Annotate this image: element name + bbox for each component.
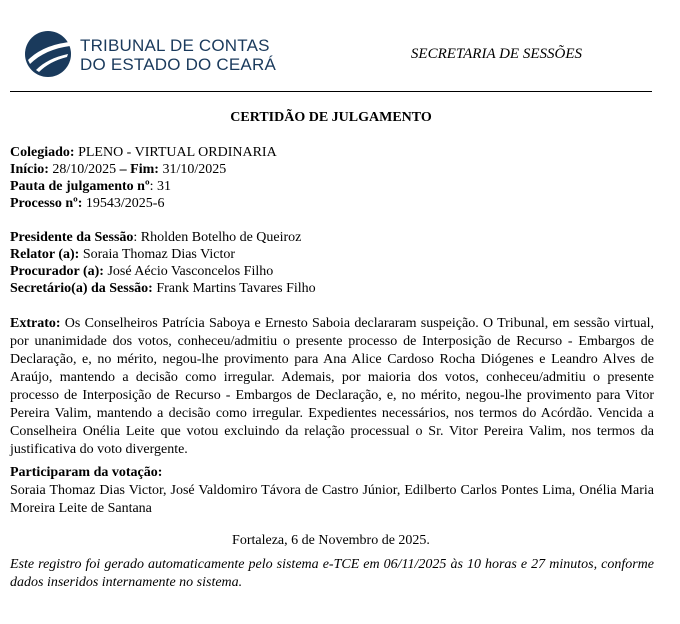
colegiado-line <box>10 144 655 161</box>
tce-logo-icon <box>24 30 72 78</box>
org-name-line1: TRIBUNAL DE CONTAS <box>80 36 270 55</box>
processo-label: Processo nº: <box>10 196 83 211</box>
procurador-line <box>10 263 655 280</box>
document-header <box>10 22 652 90</box>
extrato-text: Os Conselheiros Patrícia Saboya e Ernesto Saboia declararam suspeição. O Tribunal, em sessão virtual, por unanimidade dos votos, conheceu/admitiu o presente processo de Interposição de Recurso - Embargos de Declaração, e, no mérito, negou-lhe provimento para Ana Alice Cardoso Rocha Diógenes e Leandro Alves de Araújo, mantendo a decisão como irregular. Ademais, por maioria dos votos, conheceu/admitiu o presente processo de Interposição de Recurso - Embargos de Declaração, e, no mérito, negou-lhe provimento para Vitor Pereira Valim, mantendo a decisão como irregular. Expedientes necessários, nos termos do Acórdão. Vencida a Conselheira Onélia Leite que votou excluindo da relação processual o Sr. Vitor Pereira Valim, nos termos da justificativa do voto divergente. <box>10 316 654 457</box>
colegiado-value: PLENO - VIRTUAL ORDINARIA <box>74 145 277 160</box>
participants-names: Soraia Thomaz Dias Victor, José Valdomiro Távora de Castro Júnior, Edilberto Carlos Pontes Lima, Onélia Maria Moreira Leite de Santana <box>10 483 654 516</box>
participants-section <box>10 464 654 518</box>
secretario-value: Frank Martins Tavares Filho <box>152 281 316 296</box>
inicio-value: 28/10/2025 <box>48 162 120 177</box>
inicio-label: Início: <box>10 162 49 177</box>
department-name: SECRETARIA DE SESSÕES <box>410 46 582 62</box>
presidente-value: : Rholden Botelho de Queiroz <box>133 230 302 245</box>
relator-line <box>10 246 655 263</box>
secretario-line <box>10 280 655 297</box>
relator-label: Relator (a): <box>10 247 80 262</box>
system-note: Este registro foi gerado automaticamente pelo sistema e-TCE em 06/11/2025 às 10 horas e 27 minutos, conforme dados inseridos internamente no sistema. <box>10 557 654 590</box>
header-divider <box>10 91 652 92</box>
extrato-paragraph <box>10 315 654 459</box>
process-info <box>10 144 655 212</box>
fim-label: – Fim: <box>119 162 159 177</box>
session-info <box>10 229 655 297</box>
secretario-label: Secretário(a) da Sessão: <box>10 281 153 296</box>
org-name-line2: DO ESTADO DO CEARÁ <box>80 55 276 74</box>
relator-value: Soraia Thomaz Dias Victor <box>79 247 236 262</box>
date-line: Fortaleza, 6 de Novembro de 2025. <box>232 533 430 548</box>
document-title: CERTIDÃO DE JULGAMENTO <box>230 110 432 125</box>
organization-name <box>80 36 276 74</box>
participants-label: Participaram da votação: <box>10 465 163 480</box>
pauta-line <box>10 178 655 195</box>
pauta-label: Pauta de julgamento nº <box>10 179 150 194</box>
procurador-value: José Aécio Vasconcelos Filho <box>103 264 274 279</box>
fim-value: 31/10/2025 <box>158 162 227 177</box>
extrato-label: Extrato: <box>10 316 61 331</box>
pauta-value: : 31 <box>149 179 171 194</box>
presidente-line <box>10 229 655 246</box>
procurador-label: Procurador (a): <box>10 264 104 279</box>
processo-value: 19543/2025-6 <box>82 196 165 211</box>
colegiado-label: Colegiado: <box>10 145 75 160</box>
processo-line <box>10 195 655 212</box>
period-line <box>10 161 655 178</box>
presidente-label: Presidente da Sessão <box>10 230 134 245</box>
